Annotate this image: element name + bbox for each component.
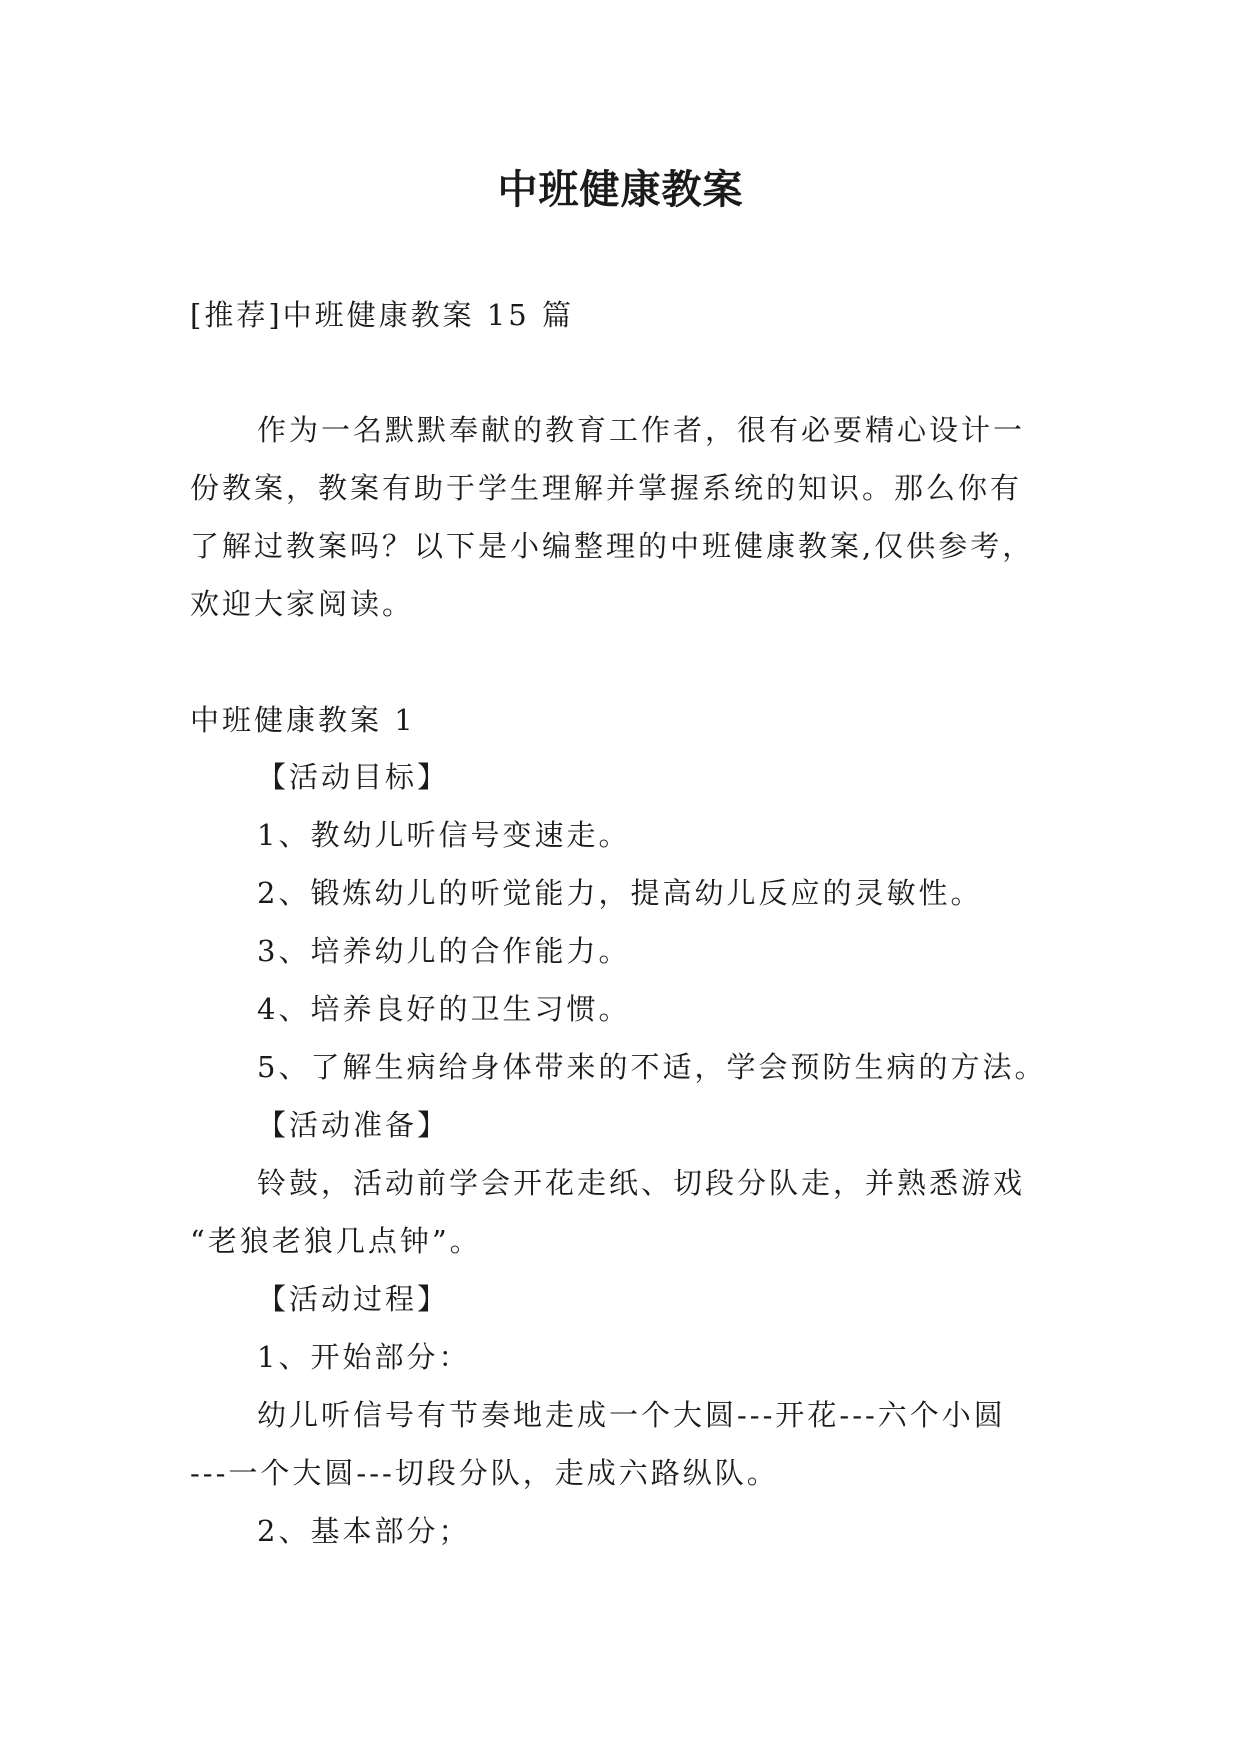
process-line: ---一个大圆---切段分队，走成六路纵队。 [190,1456,779,1490]
section-heading: 中班健康教案 1 [190,703,416,737]
prep-line: “老狼老狼几点钟”。 [190,1224,482,1258]
intro-line: 作为一名默默奉献的教育工作者，很有必要精心设计一 [257,413,1026,447]
goal-item: 2、锻炼幼儿的听觉能力，提高幼儿反应的灵敏性。 [257,876,983,910]
prep-line: 铃鼓，活动前学会开花走纸、切段分队走，并熟悉游戏 [257,1166,1026,1200]
goal-item: 4、培养良好的卫生习惯。 [257,992,631,1026]
document-subtitle: [推荐]中班健康教案 15 篇 [190,298,574,332]
goals-heading: 【活动目标】 [257,760,450,794]
process-line: 幼儿听信号有节奏地走成一个大圆---开花---六个小圆 [257,1398,1006,1432]
intro-line: 了解过教案吗？以下是小编整理的中班健康教案,仅供参考， [190,529,1035,563]
goal-item: 1、教幼儿听信号变速走。 [257,818,631,852]
process-line: 1、开始部分： [257,1340,471,1374]
process-line: 2、基本部分； [257,1514,471,1548]
prep-heading: 【活动准备】 [257,1108,450,1142]
intro-line: 欢迎大家阅读。 [190,587,415,621]
intro-line: 份教案，教案有助于学生理解并掌握系统的知识。那么你有 [190,471,1023,505]
goal-item: 3、培养幼儿的合作能力。 [257,934,631,968]
document-title: 中班健康教案 [497,166,744,213]
goal-item: 5、了解生病给身体带来的不适，学会预防生病的方法。 [257,1050,1047,1084]
process-heading: 【活动过程】 [257,1282,450,1316]
